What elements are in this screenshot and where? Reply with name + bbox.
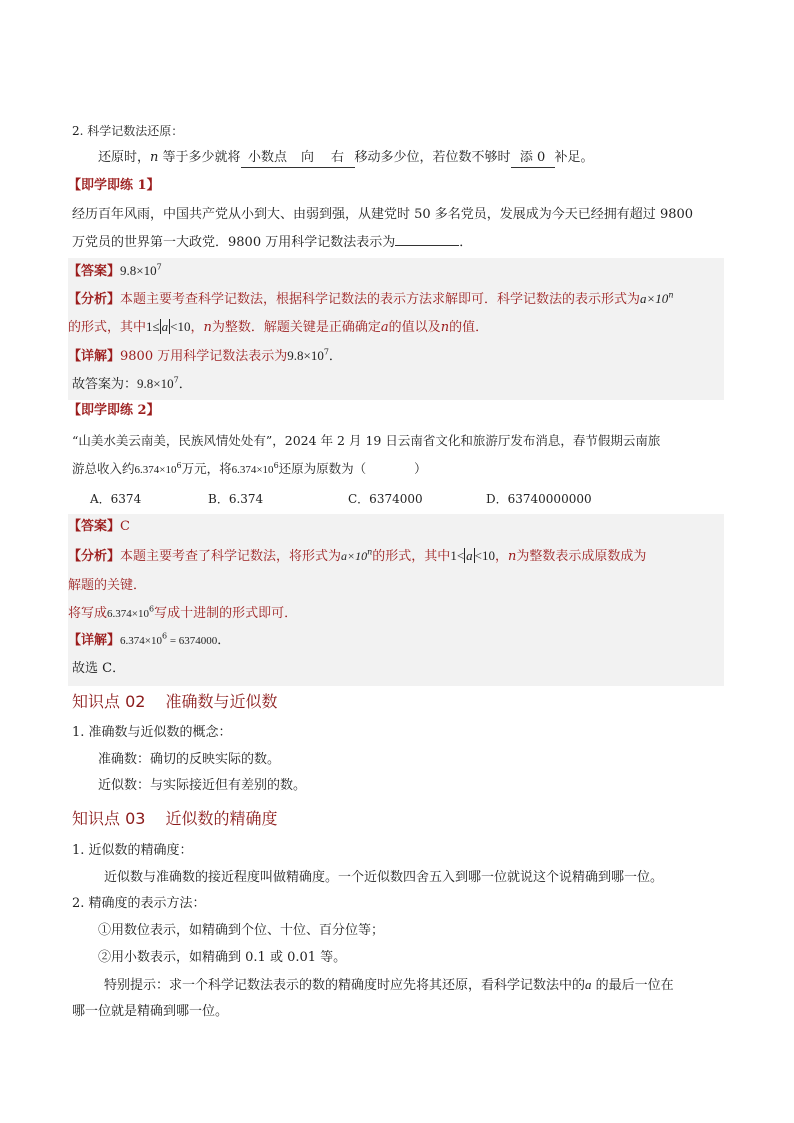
k03-line-3: 2. 精确度的表示方法： [72, 896, 206, 911]
k03-line-5: ②用小数表示，如精确到 0.1 或 0.01 等。 [98, 950, 347, 965]
blank-4: 添 0 [511, 149, 555, 168]
option-c: C．6374000 [348, 492, 423, 506]
exercise-1-detail: 【详解】9800 万用科学记数法表示为$9.8\times 10^7$． [68, 347, 342, 364]
answer-blank [395, 245, 459, 246]
exercise-2-analysis-line-1: 【分析】本题主要考查了科学记数法，将形式为$a\times 10^n$的形式，其中1< a <10，n为整数表示成原数成为 [68, 547, 647, 564]
knowledge-point-03-heading: 知识点 03 近似数的精确度 [72, 809, 278, 828]
k02-line-2: 准确数：确切的反映实际的数。 [98, 752, 281, 767]
exercise-1-answer: 【答案】$9.8\times 10^7$ [68, 262, 162, 279]
exercise-2-analysis-line-2: 解题的关键． [68, 578, 147, 593]
blank-2: 向 [295, 149, 321, 168]
k03-line-6: 特别提示：求一个科学记数法表示的数的精确度时应先将其还原，看科学记数法中的a 的最后一位在 [104, 977, 674, 993]
k03-line-2: 近似数与准确数的接近程度叫做精确度。一个近似数四舍五入到哪一位就说这个说精确到哪一位。 [104, 870, 664, 885]
exercise-1-question-line-1: 经历百年风雨，中国共产党从小到大、由弱到强，从建党时 50 多名党员，发展成为今天已经拥有超过 9800 [72, 207, 694, 222]
exercise-2-title: 【即学即练 2】 [68, 403, 160, 418]
k03-line-4: ①用数位表示，如精确到个位、十位、百分位等； [98, 923, 385, 938]
exercise-2-solution-box [68, 514, 724, 686]
exercise-1-analysis-line-1: 【分析】本题主要考查科学记数法，根据科学记数法的表示方法求解即可．科学记数法的表示形式为$a\times 10^n$ [68, 290, 674, 307]
k03-line-1: 1. 近似数的精确度： [72, 843, 193, 858]
section-2-title: 2. 科学记数法还原： [72, 124, 184, 138]
option-a: A．6374 [90, 492, 142, 506]
knowledge-point-02-heading: 知识点 02 准确数与近似数 [72, 692, 278, 711]
blank-3: 右 [321, 149, 355, 168]
exercise-2-options [90, 490, 592, 508]
exercise-2-question-line-1: “山美水美云南美，民族风情处处有”，2024 年 2 月 19 日云南省文化和旅游厅发布消息，春节假期云南旅 [72, 433, 661, 448]
blank-1: 小数点 [241, 149, 295, 168]
k02-line-1: 1. 准确数与近似数的概念： [72, 725, 232, 740]
exercise-2-conclusion: 故选 C． [72, 661, 126, 676]
k02-line-3: 近似数：与实际接近但有差别的数。 [98, 778, 307, 793]
exercise-2-question-line-2: 游总收入约$6.374\times 10^6$万元，将$6.374\times 10^6$还原为原数为（ ） [72, 460, 427, 476]
exercise-2-detail: 【详解】$6.374\times 10^6 = 6374000$． [68, 631, 231, 648]
exercise-2-analysis-line-3: 将写成$6.374\times 10^6$写成十进制的形式即可． [68, 604, 298, 621]
option-b: B．6.374 [208, 492, 264, 506]
section-2-body: 还原时，n 等于多少就将 小数点 向 右 移动多少位，若位数不够时 添 0 补足。 [98, 149, 594, 168]
exercise-1-title: 【即学即练 1】 [68, 178, 160, 193]
exercise-1-analysis-line-2: 的形式，其中1≤ a <10，n为整数．解题关键是正确确定a的值以及n的值． [68, 319, 489, 335]
option-d: D．63740000000 [486, 492, 592, 506]
exercise-1-conclusion: 故答案为：$9.8\times 10^7$． [72, 375, 192, 392]
exercise-2-answer: 【答案】C [68, 519, 130, 534]
k03-line-7: 哪一位就是精确到哪一位。 [72, 1004, 229, 1019]
exercise-1-question-line-2: 万党员的世界第一大政党．9800 万用科学记数法表示为 ． [72, 235, 473, 250]
